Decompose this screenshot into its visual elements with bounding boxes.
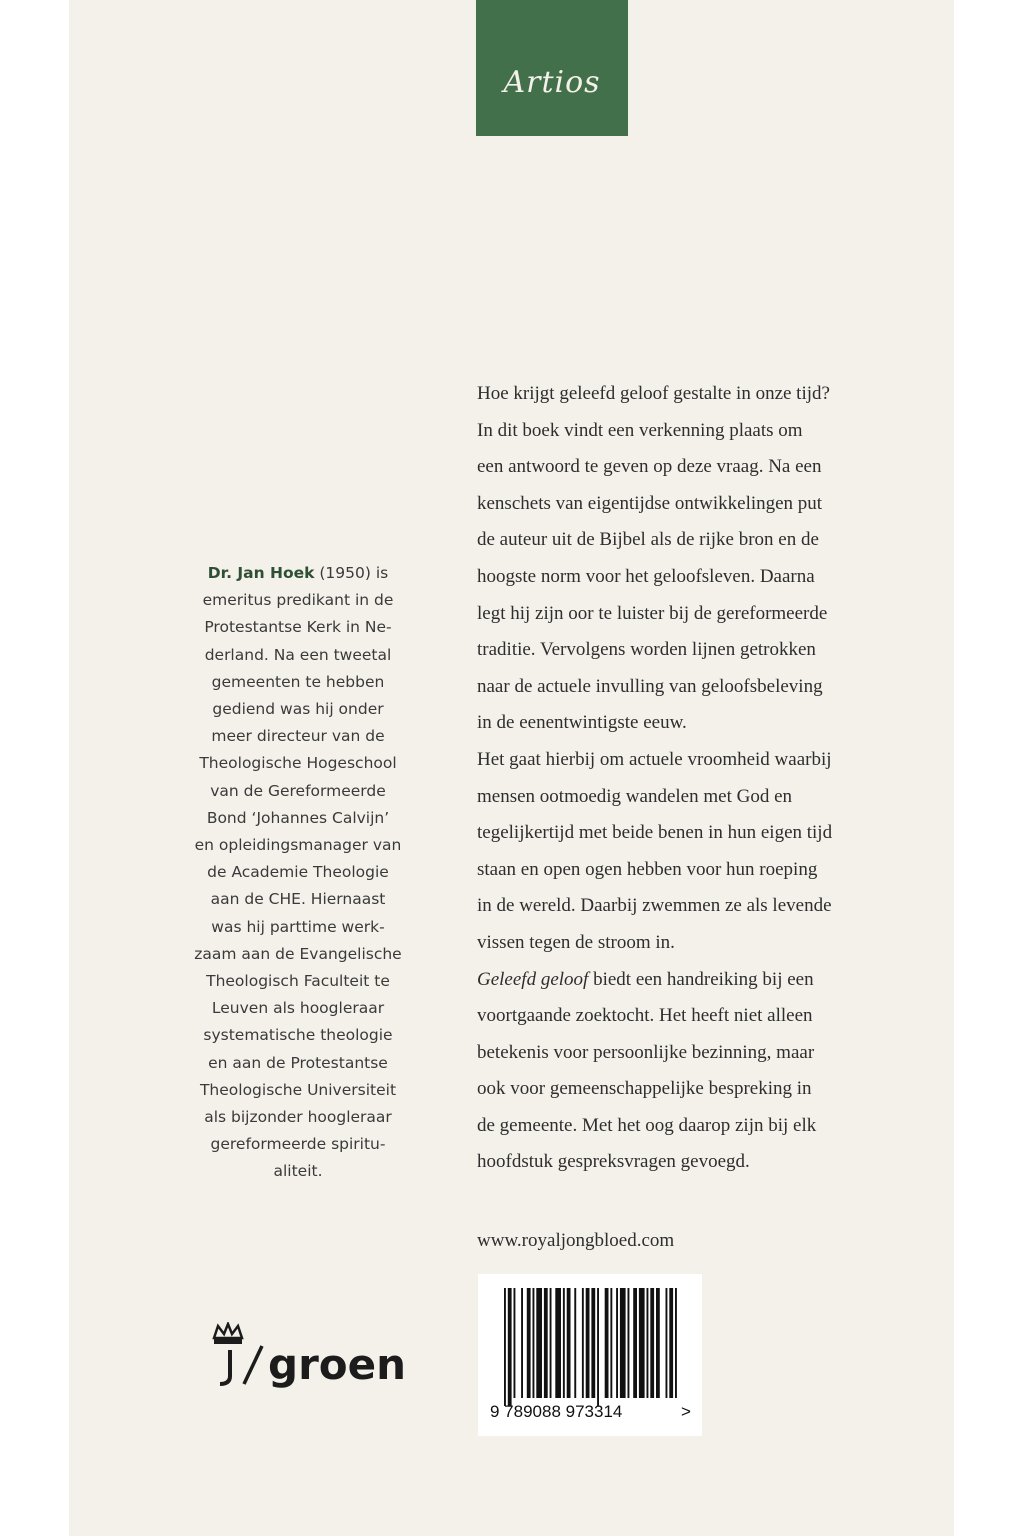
barcode-bar xyxy=(639,1288,645,1398)
barcode-bar xyxy=(533,1288,535,1398)
blurb-line: Het gaat hierbij om actuele vroomheid waarbij xyxy=(477,748,832,770)
blurb-line: Hoe krijgt geleefd geloof gestalte in onze tijd? xyxy=(477,383,830,404)
publisher-name: groen xyxy=(268,1340,407,1389)
blurb-line: In dit boek vindt een verkenning plaats om xyxy=(477,419,803,441)
barcode-bar xyxy=(504,1288,506,1406)
barcode-bar xyxy=(669,1288,673,1398)
barcode-bar xyxy=(586,1288,590,1398)
bio-line: als bijzonder hoogleraar xyxy=(204,1108,392,1127)
bio-line: gediend was hij onder xyxy=(212,700,384,719)
blurb-line: betekenis voor persoonlijke bezinning, maar xyxy=(477,1041,815,1063)
blurb-line: hoogste norm voor het geloofsleven. Daarna xyxy=(477,565,815,587)
barcode-bar xyxy=(647,1288,649,1398)
blurb-title-line-rest: biedt een handreiking bij een xyxy=(588,968,814,990)
blurb-line: voortgaande zoektocht. Het heeft niet alleen xyxy=(477,1005,813,1027)
barcode-bar xyxy=(527,1288,531,1398)
bio-line: en opleidingsmanager van xyxy=(194,836,402,855)
barcode-bar xyxy=(591,1288,595,1398)
bio-line: systematische theologie xyxy=(203,1026,393,1045)
bio-line: aan de CHE. Hiernaast xyxy=(210,890,386,909)
barcode-number: 9 789088 973314 xyxy=(490,1402,623,1421)
blurb-line: staan en open ogen hebben voor hun roeping xyxy=(477,858,818,880)
blurb-line: hoofdstuk gespreksvragen gevoegd. xyxy=(477,1151,750,1173)
bio-line: van de Gereformeerde xyxy=(210,781,386,800)
barcode-bar xyxy=(633,1288,637,1398)
bio-line: Protestantse Kerk in Ne- xyxy=(204,618,392,637)
barcode-bar xyxy=(555,1288,561,1398)
barcode-bar xyxy=(582,1288,584,1398)
bio-line: zaam aan de Evangelische xyxy=(194,944,402,963)
barcode-bar xyxy=(567,1288,571,1398)
barcode-bar xyxy=(628,1288,630,1398)
blurb-line: legt hij zijn oor te luister bij de gereformeerde xyxy=(477,602,828,624)
blurb-title-line xyxy=(477,962,897,999)
barcode-bar xyxy=(666,1288,668,1398)
bio-line: gemeenten te hebben xyxy=(211,672,385,691)
book-blurb xyxy=(477,376,897,1181)
bio-line: Theologische Universiteit xyxy=(199,1080,397,1099)
bio-line: was hij parttime werk- xyxy=(211,917,385,936)
isbn-barcode xyxy=(478,1274,702,1436)
blurb-line: in de eenentwintigste eeuw. xyxy=(477,712,687,734)
barcode-bar xyxy=(550,1288,552,1398)
bio-line: derland. Na een tweetal xyxy=(204,645,392,664)
blurb-line: traditie. Vervolgens worden lijnen getrokken xyxy=(477,639,816,661)
bio-line: gereformeerde spiritu- xyxy=(210,1135,386,1154)
blurb-line: kenschets van eigentijdse ontwikkelingen put xyxy=(477,492,823,514)
blurb-line: tegelijkertijd met beide benen in hun eigen tijd xyxy=(477,822,833,844)
bio-line: Theologische Hogeschool xyxy=(199,754,397,773)
barcode-bar xyxy=(610,1288,612,1398)
barcode-bar xyxy=(574,1288,576,1398)
bio-line: Leuven als hoogleraar xyxy=(211,999,385,1018)
bio-line: meer directeur van de xyxy=(211,727,385,746)
publisher-logo xyxy=(208,1318,406,1388)
barcode-bar xyxy=(508,1288,512,1406)
blurb-line: de auteur uit de Bijbel als de rijke bron en de xyxy=(477,529,819,551)
barcode-bar xyxy=(544,1288,548,1398)
barcode-bar xyxy=(605,1288,609,1398)
blurb-line: een antwoord te geven op deze vraag. Na een xyxy=(477,456,822,478)
author-bio xyxy=(180,560,416,1186)
bio-line: de Academie Theologie xyxy=(207,863,389,882)
publisher-website: www.royaljongbloed.com xyxy=(477,1230,675,1251)
crown-j-icon xyxy=(208,1322,264,1388)
bio-first-line xyxy=(180,560,416,587)
bio-line: Theologisch Faculteit te xyxy=(206,972,390,991)
book-title-italic: Geleefd geloof xyxy=(477,968,589,990)
blurb-line: in de wereld. Daarbij zwemmen ze als levende xyxy=(477,895,832,917)
barcode-bar xyxy=(597,1288,599,1406)
barcode-bar xyxy=(536,1288,542,1398)
barcode-bar xyxy=(616,1288,618,1398)
barcode-bar xyxy=(563,1288,565,1398)
barcode-bar xyxy=(650,1288,654,1398)
series-label: Artios xyxy=(503,64,601,100)
bio-line: emeritus predikant in de xyxy=(202,591,394,610)
bio-first-line-rest: (1950) is xyxy=(314,564,389,582)
barcode-bar xyxy=(620,1288,626,1398)
bio-line: Bond ‘Johannes Calvijn’ xyxy=(206,808,390,827)
bio-line: en aan de Protestantse xyxy=(208,1053,388,1072)
blurb-line: vissen tegen de stroom in. xyxy=(477,931,675,953)
barcode-bars xyxy=(504,1288,677,1406)
blurb-line: naar de actuele invulling van geloofsbeleving xyxy=(477,675,823,697)
bio-line: aliteit. xyxy=(273,1162,323,1181)
blurb-line: mensen ootmoedig wandelen met God en xyxy=(477,785,793,807)
barcode-bar xyxy=(656,1288,660,1398)
author-name: Dr. Jan Hoek xyxy=(207,564,315,582)
barcode-bar xyxy=(675,1288,677,1398)
blurb-line: de gemeente. Met het oog daarop zijn bij elk xyxy=(477,1114,817,1136)
barcode-arrow: > xyxy=(681,1402,691,1421)
series-badge xyxy=(476,0,628,136)
blurb-line: ook voor gemeenschappelijke bespreking in xyxy=(477,1078,812,1100)
barcode-bar xyxy=(521,1288,523,1398)
barcode-bar xyxy=(514,1288,516,1398)
barcode-graphic xyxy=(478,1274,702,1436)
